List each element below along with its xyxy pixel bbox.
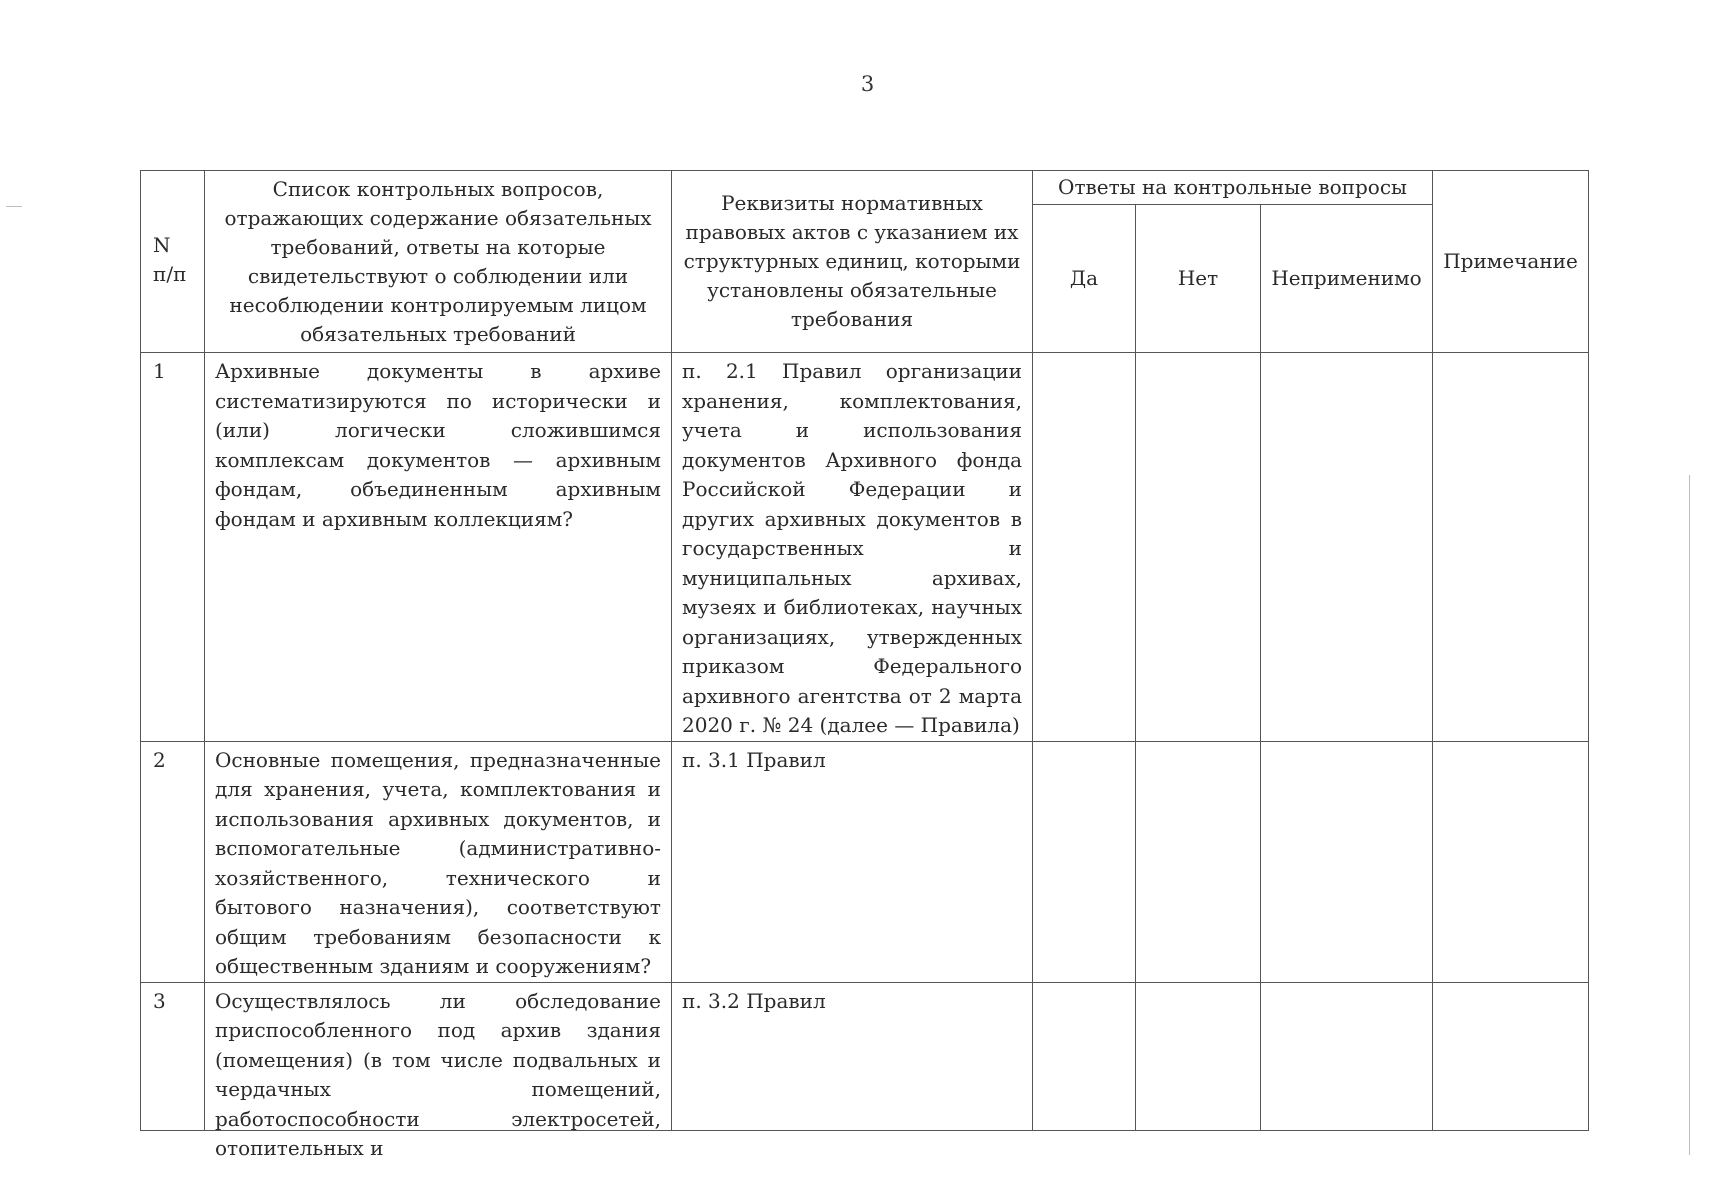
checklist-table [140,170,1589,1160]
page-number: 3 [860,72,875,96]
requisite-text: п. 2.1 Правил организации хранения, комплектования, учета и использования документов Архивного фонда Российской Федерации и других архивных документов в государственных и муниципальных архивах, музеях и библиотеках, научных организациях, утвержденных приказом Федерального архивного агентства от 2 марта 2020 г. № 24 (далее — Правила) [672,353,1033,742]
answer-yes-cell[interactable] [1033,982,1136,1130]
header-yes: Да [1033,205,1136,353]
header-answers-group: Ответы на контрольные вопросы [1033,171,1433,205]
requisite-text: п. 3.1 Правил [672,741,1033,982]
answer-no-cell[interactable] [1136,982,1261,1130]
header-requisites: Реквизиты нормативных правовых актов с указанием их структурных единиц, которыми установлены обязательные требования [672,171,1033,353]
header-number: N п/п [141,171,205,353]
answer-not-applicable-cell[interactable] [1261,741,1433,982]
note-cell[interactable] [1433,353,1589,742]
question-text-cell [205,982,672,1160]
row-number: 1 [141,353,205,742]
answer-not-applicable-cell[interactable] [1261,353,1433,742]
answer-not-applicable-cell[interactable] [1261,982,1433,1130]
note-cell[interactable] [1433,741,1589,982]
answer-no-cell[interactable] [1136,741,1261,982]
header-questions: Список контрольных вопросов, отражающих содержание обязательных требований, ответы на которые свидетельствуют о соблюдении или несоблюдении контролируемым лицом обязательных требований [205,171,672,353]
answer-yes-cell[interactable] [1033,353,1136,742]
table-row [141,982,1589,1130]
scan-mark-right [1689,475,1690,1155]
question-text: Основные помещения, предназначенные для хранения, учета, комплектования и использования архивных документов, и вспомогательные (административно-хозяйственного, технического и бытового назначения), соответствуют общим требованиям безопасности к общественным зданиям и сооружениям? [205,741,672,982]
answer-yes-cell[interactable] [1033,741,1136,982]
question-text: Архивные документы в архиве систематизируются по исторически и (или) логически сложившимся комплексам документов — архивным фондам, объединенным архивным фондам и архивным коллекциям? [205,353,672,742]
requisite-text: п. 3.2 Правил [672,982,1033,1130]
scan-mark-left [6,206,22,207]
answer-no-cell[interactable] [1136,353,1261,742]
row-number: 3 [141,982,205,1130]
checklist-table-wrapper [140,170,1588,1160]
header-note: Примечание [1433,171,1589,353]
table-row [141,353,1589,742]
note-cell[interactable] [1433,982,1589,1130]
header-no: Нет [1136,205,1261,353]
header-not-applicable: Неприменимо [1261,205,1433,353]
question-text: Осуществлялось ли обследование приспособленного под архив здания (помещения) (в том числе подвальных и чердачных помещений, работоспособности электросетей, отопительных и [215,988,661,1160]
row-number: 2 [141,741,205,982]
table-row [141,741,1589,982]
